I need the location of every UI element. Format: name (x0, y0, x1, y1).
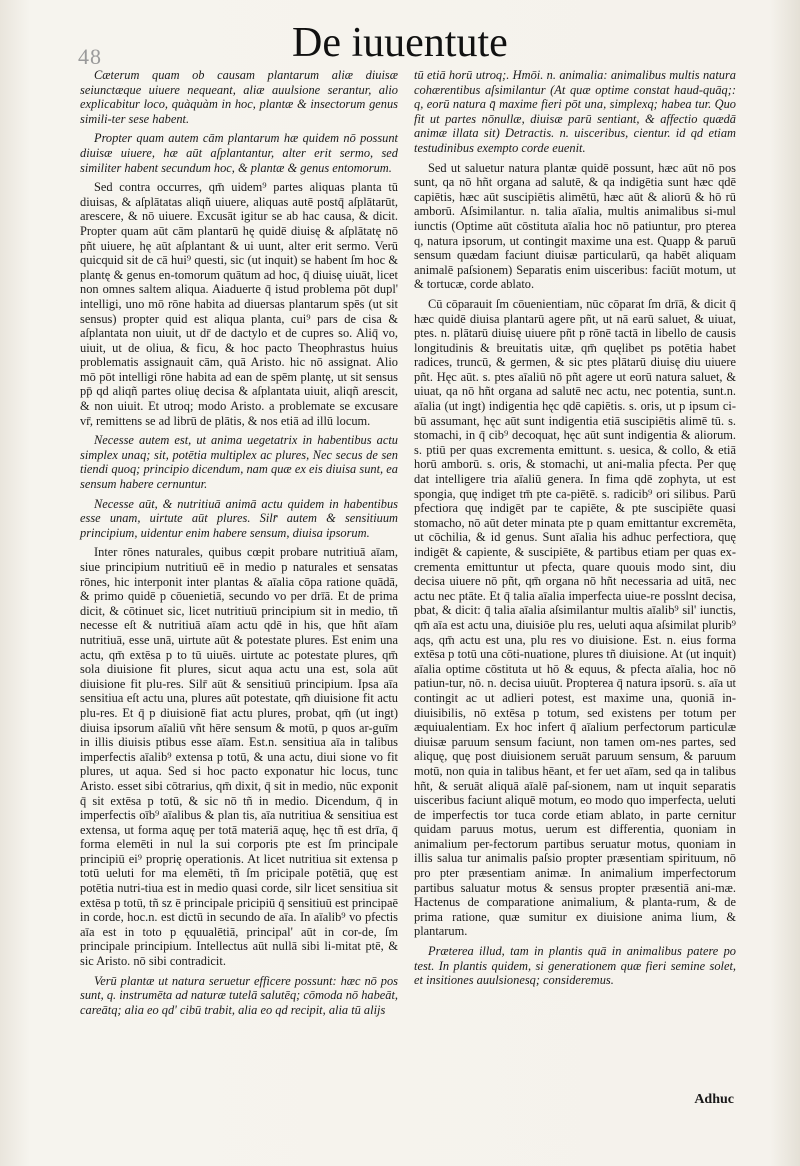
right-column (414, 68, 736, 993)
paragraph: Cæterum quam ob causam plantarum aliæ diuisæ seiunctæque uiuere nequeant, aliæ auulsione serantur, alio explicabitur loco, quàquàm in hoc, plantæ & insectorum genus simili-ter sese habent. (80, 68, 398, 126)
paragraph: Verū plantæ ut natura seruetur efficere possunt: hæc nō pos sunt, q. instrumēta ad naturæ tutelā salutēq; cōmoda nō habeāt, careātq; alia eo qd' cibū trabit, alia eo qd recipit, alia tū alijs (80, 973, 399, 1017)
paragraph: Cū cōparauit ſm cōuenientiam, nūc cōparat ſm drīā, & dicit q̄ hæc quidē diuisa plantarū agere pñt, ut nā earū saluet, & uiuat, ptes. n. plātarū diuisę uiuere pñt p rōnē tactā in libello de causis longitudinis & breuitatis uitæ, qm̄ quęlibet ps potētia habet radices, truncū, & germen, & sic ptes plātarū diuisę diu uiuere pñt. Hęc aūt. s. ptes aīaliū nō pñt agere ut eorū natura saluet, & uiuat, qa nō hñt organa ad salutē nec actu, nec potentia, sunt.n. aīalia (ut ingt) indigentia hęc qdē capiētis. s. oris, ut p ipsum ci-bū assumant, hęc aūt sunt indigentia etiā suscipiētis alimē tū. s. stomachi, in q̄ cib⁹ decoquat, hęc aūt sunt indigentia & aliorum. s. ptiū per quas excrementa emittunt. s. uesica, & collo, & etiā horū amborū. s. oris, & stomachi, ut ani-malia pfecta. Per quę dat intelligere tria aīaliū genera. In fima qdē zophyta, ut est spongia, quę indiget tm̄ pte ca-piētē. s. radicib⁹ ori silibus. Parū pfectiora quę indigēt par te capiēte, & pte suscipiēte quasi stomacho, nō aūt deter minata pte p quam emittantur excremēta, ut cōchilia, & id genus. Sunt aīalia his adhuc perfectiora, quę indigēt & capiente, & suscipiēte, & partibus etiam per quas ex-crementa emittuntur ut pfecta, quare quouis modo sint, diu decisa uiuere nō pñt, qm̄ organa nō hñt necessaria ad uitā, nec actu nec ptāte. Et q̄ talia aīalia imperfecta uiue-re posslnt decisa, pbat, & dicit: q̄ talia aīalia aſsimilantur multis aīalib⁹ sil' iunctis, qm̄ aīa est actu una, diuisiōe plu res, ueluti aqua aſsimilat plurib⁹ aqs, qm̄ actu est una, plu res vo diuisione. Est. n. eius forma extēsa p totū una cōti-nuatione, plures tñ diuisione. At (ut inquit) aīalia optime cōstituta ut hō & equus, & pfecta aīalia, hoc nō patiun-tur, nō. n. decisa uiuūt. Propterea q̄ natura ipsorū. s. aīa ut contingit ac ut adlieri potest, est maxime una, quoniā in-diuisibilis, nō extēsa p totum, sed existens per totum per æquiualentiam. Ex hoc infert q̄ aīalium perfectorum particulæ diuisæ paruum sensum faciunt, non tamen om-nes partes, sed aliquę, quę post diuisionem seruāt paruum sensum, & paruum motū, non quia in talibus hēant, et fer uet aīam, sed qa in talibus hñt, & seruāt aliquā aīalē paſ-sionem, nam ut inquit separatis uisceribus faciunt aliquē motum, eo modo quo imperfecta, ueluti de imperfectis tor tuca corde etiam ablato, in parte cernitur quidam paruus motus, uerum est differentia, quoniam in animalium per-fectorum partibus seruatur motus, quoniam in illis salua tur animalis paſsio propter præsentiam spirituum, nō pro pter præsentiam animæ. In animalium imperfectorum partibus saluatur motus & sensus propter præsentiā ani-mæ. Hactenus de comparatione animalium, & planta-rum, & de prima ratione, quæ sumitur ex diuisione anima lium, & plantarum. (414, 296, 736, 939)
paragraph: tū etiā horū utroq;. Hmōi. n. animalia: animalibus multis natura cohærentibus aſsimilantur (At quæ optime constat haud-quāq;: q, eorū natura q̄ maxime fieri pōt una, simplexq; habea tur. Quo fit ut partes nōnullæ, diuisæ parū sentiant, & affectio quædā animæ illata sit) Detractis. n. uisceribus, cientur. id qd etiam testudinibus exempto corde euenit. (414, 68, 736, 155)
paragraph: Sed contra occurres, qm̄ uidem⁹ partes aliquas planta tū diuisas, & aſplātatas aliqñ uiuere, aliquas autē postq̄ aſplātarūt, arescere, & nō uiuere. Excusāt igitur se ab hac causa, & dicit. Propter quam aūt cām plantarū hę quidē diuisę & aſplātatę nō pñt uiuere, hę aūt aſplantant & ui uunt, alter erit sermo. Verū quicquid sit de cā hui⁹ questi, sic (ut inquit) se habent ſm hoc & plantę & genus en-tomorum quātum ad hoc, q̄ diuisę uiuāt, licet non omnes saltem aliqua. Aiaduerte q̄ istud problema pōt dupl' intelligi, uno mō rōne habita ad diuersas plantarum spēs (ut sit sensus) propter quid est aliqua planta, cui⁹ pars de cisa & aſplantata non uiuit, ut dr̄ de dactylo et de cupres so. Aliq̄ vo, uiuit, ut de oliua, & ficu, & hoc pacto Theophrastus huius problematis assignauit cām, quā Aristo. hic nō assignat. Alio mō pōt intelligi rōne habita ad ean de spēm plantę, ut sit sensus pp̄ qd aliqñ partes oliuę decisa & aſplantata uiuit, aliqñ arescit, & non uiuit. Et utroq; modo Aristo. a problemate se excusare vr̄, remittens se ad librū de plātis, & nos etiā ad illū locum. (80, 180, 398, 428)
paragraph: Necesse aūt, & nutritiuā animā actu quidem in habentibus esse unam, uirtute aūt plures. Silr̄ autem & sensitiuum principium, uidentur enim habere sensum, diuisa ipsorum. (80, 496, 398, 540)
folio-number: 48 (78, 44, 102, 69)
paragraph: Inter rōnes naturales, quibus cœpit probare nutritiuā aīam, siue principium nutritiuū eē in medio p naturales et sensatas rōnes, hic interponit inter plantas & aīalia cōpa ratione quādā, & primo quidē p cōuenietiā, secundo vo per drīā. Et de prima dicit, & cōtinuet sic, licet nutritiuū principium sit in medio, tñ necesse eſt & nutritiuā aīam actu qdē in his, que hñt aīam nutritiuā, esse unā, uirtute aūt & potestate plures. Est enim una actu, qm̄ extēsa p to tū uiuēs. uirtute ac potestate plures, qm̄ sola diuisione fit plures, sicut aqua actu una est, sola aūt diuisione fit plu-res. Silr̄ aūt & sensitiuū principium. Ipsa aīa sensitiua eſt actu una, plures aūt potestate, qm̄ diuisione fit actu plu-res. Et q̄ p diuisionē fiat actu plures, probat, qm̄ (ut ingt) diuisa ipsorum aīaliū vñt hēre sensum & motū, p quos ar-guīm in illis diuisis ptibus esse aīam. Est.n. sensitiua aīa in talibus imperfectis aīalib⁹ extensa p totū, & una actu, diui sione vo fit plures, ut aqua. Sed si hoc pacto exponatur hic locus, tunc Aristo. esset sibi cōtrarius, qm̄ dixit, q̄ sit in medio, nūc exponit q̄ sit extēsa p totū, & sic nō tñ in medio. Dicendum, q̄ in imperfectis oīb⁹ aīalibus & plan tis, aīa nutritiua & sensitiua est extensa, ut forma aquę per totā materiā aquę, hęc tñ est drīa, q̄ forma elemēti in nul la sui corporis pte est ſm principale principiū ei⁹ proprię operationis. At licet nutritiua sit extensa p totū ueluti for ma elemēti, tñ ſm pricipale potētiā, quę est potētia nutri-tiua est in medio quasi corde, silr licet sensitiua sit extēsa p totū, tñ sz ē principale pricipiū q̄ sensitiuū est principaē in corde, hoc.n. est dictū in secundo de aīa. In aīalib⁹ vo pfectis aīa est in toto p ęquualētiā, principal' aūt in cor-de, ſm principale principium. Intellectus aūt nullā sibi li-mitat ptē, & sic Aristo. nō sibi contradicit. (80, 545, 398, 969)
paragraph: Necesse autem est, ut anima uegetatrix in habentibus actu simplex unaq; sit, potētia multiplex ac plures, Nec secus de sen tiendi quoq; principio dicendum, nam quæ ex eis diuisa sunt, ea sensum habere cernuntur. (80, 433, 398, 492)
paragraph: Sed ut saluetur natura plantæ quidē possunt, hæc aūt nō pos sunt, qa nō hñt organa ad salutē, & qa indigētia sunt hæc qdē capiētis, hæc aūt suscipiētis alimētū, hæc aūt & aliorū & hō rū amborū. Aſsimilantur. n. talia aīalia, multis animalibus si-mul iunctis (Optime aūt cōstituta aīalia hoc nō patiuntur, pro pterea q, natura ipsorum, ut contingit maxime una est. Quapp & paruū sensum quædam faciunt diuisæ particularū, qa habēt aliquam animalē paſsionem) Separatis enim uisceribus: faciūt motum, ut & tortucæ, corde ablato. (414, 160, 736, 292)
paragraph: Præterea illud, tam in plantis quā in animalibus patere po test. In plantis quidem, si generationem quæ fieri semine solet, et insitiones auulsionesq; consideremus. (414, 944, 736, 988)
catchword: Adhuc (694, 1092, 734, 1107)
paragraph: Propter quam autem cām plantarum hæ quidem nō possunt diuisæ uiuere, hæ aūt aſplantantur, alter erit sermo, sed similiter habent secundum hoc, & plantæ & genus entomorum. (80, 131, 398, 175)
left-column (80, 68, 398, 1022)
running-head: De iuuentute (292, 20, 508, 66)
